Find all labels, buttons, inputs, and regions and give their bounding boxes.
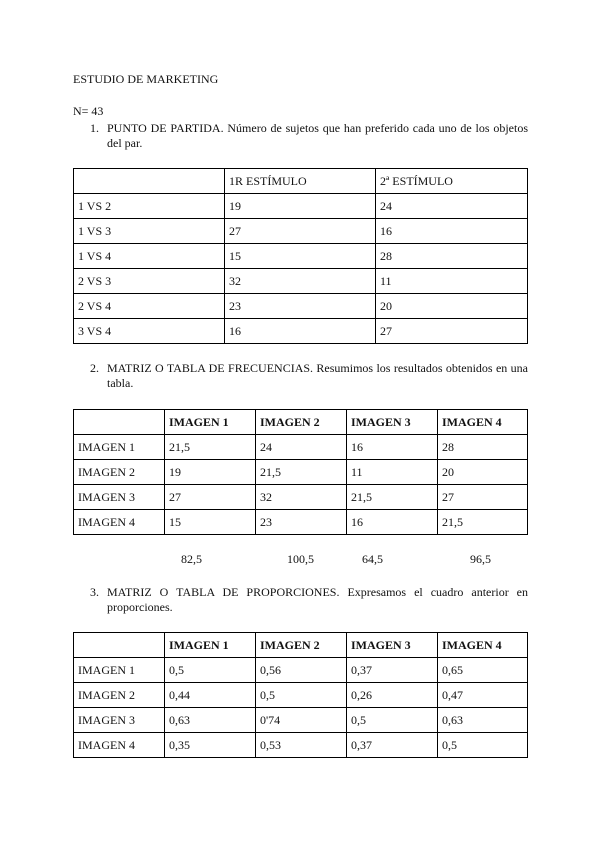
column-sum: 96,5 [470, 552, 491, 566]
table-cell: 15 [165, 510, 256, 535]
table-cell: IMAGEN 2 [74, 683, 165, 708]
table-cell: 0,35 [165, 733, 256, 758]
section-2-heading [90, 361, 528, 391]
table-cell: 1 VS 3 [74, 219, 225, 244]
table-cell: 16 [347, 510, 438, 535]
table-header-cell: IMAGEN 3 [347, 410, 438, 435]
table-cell: IMAGEN 1 [74, 658, 165, 683]
table-header-row [74, 410, 528, 435]
table-cell: 11 [347, 460, 438, 485]
table-header-cell: IMAGEN 4 [438, 410, 528, 435]
table-row [74, 435, 528, 460]
table-cell: 27 [165, 485, 256, 510]
table-cell: 1 VS 2 [74, 194, 225, 219]
table-cell: 0,37 [347, 658, 438, 683]
table-cell: 0,47 [438, 683, 528, 708]
section-3-heading [90, 585, 528, 615]
table-row [74, 733, 528, 758]
table-cell: 27 [376, 319, 528, 344]
table-header-cell [74, 410, 165, 435]
document-title: ESTUDIO DE MARKETING [73, 72, 219, 86]
table-cell: 11 [376, 269, 528, 294]
table-cell: 1 VS 4 [74, 244, 225, 269]
table-cell: 19 [225, 194, 376, 219]
table-cell: 15 [225, 244, 376, 269]
table-cell: 23 [256, 510, 347, 535]
table-cell: 0'74 [256, 708, 347, 733]
table-cell: 24 [256, 435, 347, 460]
table-row [74, 683, 528, 708]
table-cell: 0,44 [165, 683, 256, 708]
table-cell: IMAGEN 4 [74, 510, 165, 535]
table-header-row [74, 633, 528, 658]
table-cell: 21,5 [256, 460, 347, 485]
table-cell: 32 [225, 269, 376, 294]
table-header-cell [74, 169, 225, 194]
table-cell: 28 [376, 244, 528, 269]
table-cell: 0,63 [165, 708, 256, 733]
column-sum: 100,5 [287, 552, 314, 566]
table-cell: 21,5 [438, 510, 528, 535]
table-header-row [74, 169, 528, 194]
table-cell: 19 [165, 460, 256, 485]
starting-point-table [73, 168, 528, 344]
section-1-heading [90, 121, 528, 151]
table-cell: 32 [256, 485, 347, 510]
table-header-cell: IMAGEN 2 [256, 410, 347, 435]
table-cell: 24 [376, 194, 528, 219]
table-row [74, 658, 528, 683]
table-cell: 20 [376, 294, 528, 319]
table-row [74, 319, 528, 344]
table-cell: 27 [225, 219, 376, 244]
table-row [74, 219, 528, 244]
table-cell: 3 VS 4 [74, 319, 225, 344]
table-cell: 0,56 [256, 658, 347, 683]
table-cell: IMAGEN 3 [74, 485, 165, 510]
section-2-number: 2. [90, 361, 99, 375]
table-header-cell: 1R ESTÍMULO [225, 169, 376, 194]
section-3-number: 3. [90, 585, 99, 599]
section-1-text: PUNTO DE PARTIDA. Número de sujetos que han preferido cada uno de los objetos del par. [107, 121, 528, 150]
section-1-number: 1. [90, 121, 99, 135]
table-cell: 2 VS 4 [74, 294, 225, 319]
column-sums [0, 552, 600, 568]
table-header-cell: IMAGEN 1 [165, 410, 256, 435]
table-header-cell: IMAGEN 3 [347, 633, 438, 658]
table-cell: 21,5 [165, 435, 256, 460]
table-cell: 0,5 [347, 708, 438, 733]
frequency-table [73, 409, 528, 535]
table-row [74, 294, 528, 319]
table-row [74, 269, 528, 294]
proportion-table [73, 632, 528, 758]
table-cell: 16 [225, 319, 376, 344]
section-2-text: MATRIZ O TABLA DE FRECUENCIAS. Resumimos los resultados obtenidos en una tabla. [107, 361, 528, 390]
table-header-cell: IMAGEN 1 [165, 633, 256, 658]
table-header-cell [74, 633, 165, 658]
table-cell: 0,53 [256, 733, 347, 758]
table-cell: IMAGEN 4 [74, 733, 165, 758]
table-row [74, 485, 528, 510]
table-cell: 0,5 [256, 683, 347, 708]
table-cell: 27 [438, 485, 528, 510]
table-row [74, 460, 528, 485]
table-cell: 20 [438, 460, 528, 485]
table-header-cell: IMAGEN 4 [438, 633, 528, 658]
table-cell: 0,5 [165, 658, 256, 683]
table-cell: IMAGEN 3 [74, 708, 165, 733]
table-cell: 21,5 [347, 485, 438, 510]
table-cell: 0,5 [438, 733, 528, 758]
table-header-cell: 2ª ESTÍMULO [376, 169, 528, 194]
table-cell: 0,26 [347, 683, 438, 708]
table-cell: 16 [376, 219, 528, 244]
table-cell: IMAGEN 2 [74, 460, 165, 485]
table-row [74, 708, 528, 733]
sample-size: N= 43 [73, 104, 104, 118]
column-sum: 64,5 [362, 552, 383, 566]
table-cell: 28 [438, 435, 528, 460]
table-header-cell: IMAGEN 2 [256, 633, 347, 658]
table-row [74, 194, 528, 219]
table-cell: 0,37 [347, 733, 438, 758]
table-cell: 0,63 [438, 708, 528, 733]
section-3-text: MATRIZ O TABLA DE PROPORCIONES. Expresamos el cuadro anterior en proporciones. [107, 585, 528, 614]
table-row [74, 244, 528, 269]
table-cell: 2 VS 3 [74, 269, 225, 294]
table-cell: 23 [225, 294, 376, 319]
table-cell: IMAGEN 1 [74, 435, 165, 460]
table-cell: 16 [347, 435, 438, 460]
column-sum: 82,5 [181, 552, 202, 566]
table-cell: 0,65 [438, 658, 528, 683]
table-row [74, 510, 528, 535]
